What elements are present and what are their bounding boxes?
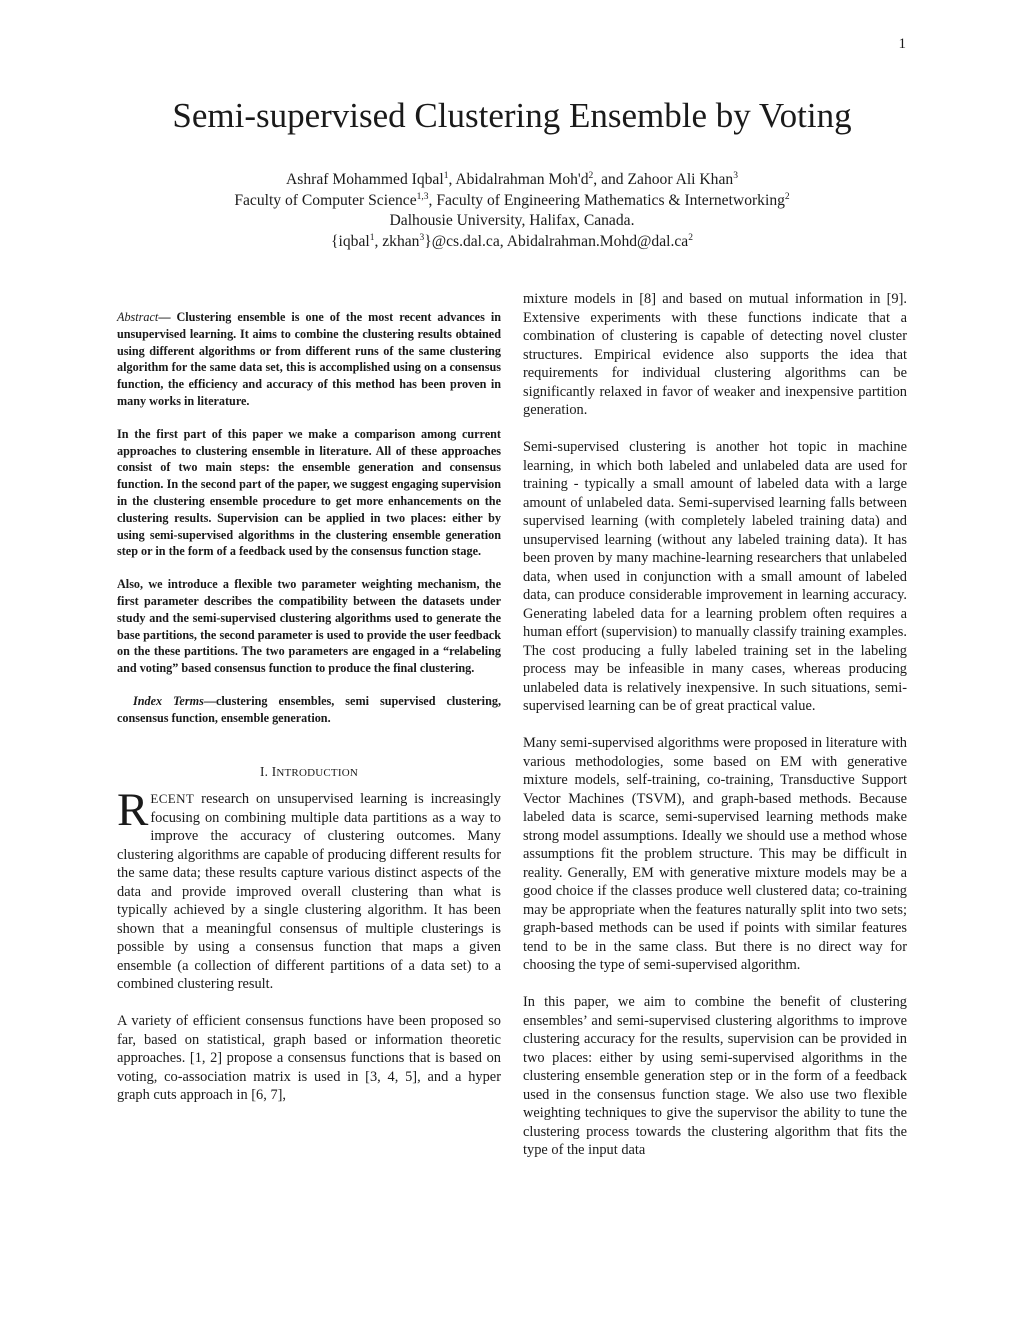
affiliation-b: , Faculty of Engineering Mathematics & Internetworking <box>428 191 785 209</box>
section-title-rest: NTRODUCTION <box>276 766 358 779</box>
email-b-sup: 3 <box>419 232 425 243</box>
right-column <box>523 290 907 1160</box>
author-name-2: , Abidalrahman Moh'd <box>448 171 589 188</box>
left-column <box>117 309 501 1105</box>
abstract-paragraph-1 <box>117 309 501 410</box>
email-b: , zkhan <box>374 232 420 250</box>
section-heading-introduction <box>117 763 501 783</box>
drop-cap: R <box>117 784 149 837</box>
intro-small-caps: ECENT <box>150 791 195 807</box>
abstract-paragraph-2: In the first part of this paper we make a comparison among current approaches to clustering ensemble in literature. All of these approaches consist of two main steps: the ensemble generation and consensus function. In the second part of the paper, we suggest engaging supervision in the clustering ensemble procedure to get more enhancements on the clustering results. Supervision can be applied in two places: either by using semi-supervised algorithms in the clustering ensemble generation step or in the form of a feedback used by the consensus function stage. <box>117 426 501 559</box>
email-c-sup: 2 <box>688 232 693 243</box>
author-block <box>0 170 1024 252</box>
index-terms <box>117 693 501 727</box>
affiliation-line <box>0 191 1024 212</box>
section-number: I. <box>260 763 269 779</box>
abstract-text-1: Clustering ensemble is one of the most recent advances in unsupervised learning. It aims to combine the clustering results obtained using different algorithms or from different runs of the same clustering algorithm for the same data set, this is accomplished using on a consensus function, the efficiency and accuracy of this method has been proven in many works in literature. <box>117 310 501 408</box>
author-sup-2: 2 <box>588 170 594 181</box>
right-paragraph-2: Semi-supervised clustering is another hot topic in machine learning, in which both labeled and unlabeled data are used for training - typically a small amount of labeled data with a large amount of unlabeled data. Semi-supervised learning falls between supervised learning (with completely labeled training data) and unsupervised learning (without any labeled training data). It has been proven by many machine-learning researchers that unlabeled data, when used in conjunction with a small amount of labeled data, can produce considerable improvement in learning accuracy. Generating labeled data for a learning problem often requires a human effort (supervision) to manually classify training examples. The cost producing a fully labeled training set in the labeling process may be infeasible in many cases, whereas producing unlabeled data is relatively inexpensive. In such situations, semi-supervised learning can be of great practical value. <box>523 439 907 714</box>
author-sup-3: 3 <box>733 170 738 181</box>
abstract-dash: — <box>158 310 171 324</box>
index-terms-text: —clustering ensembles, semi supervised clustering, consensus function, ensemble generation. <box>117 693 501 725</box>
intro-paragraph-2: A variety of efficient consensus functions have been proposed so far, based on statistical, graph based or information theoretic approaches. [1, 2] propose a consensus functions that is based on voting, co-association matrix is used in [3, 4, 5], and a hyper graph cuts approach in [6, 7], <box>117 1013 501 1104</box>
section-title-first: I <box>271 763 277 779</box>
abstract-label: Abstract <box>117 310 159 324</box>
affiliation-a: Faculty of Computer Science <box>234 191 417 209</box>
right-paragraph-4: In this paper, we aim to combine the benefit of clustering ensembles’ and semi-supervised clustering algorithms to improve clustering accuracy for the results, supervision can be provided in two places: either by using semi-supervised algorithms in the clustering ensemble generation step or in the form of a feedback used in the consensus function stage. We also use two flexible weighting techniques to give the supervisor the ability to tune the clustering process towards the clustering algorithm that fits the type of the input data <box>523 994 907 1158</box>
page-number: 1 <box>898 36 906 52</box>
email-a-sup: 1 <box>369 232 375 243</box>
paper-title: Semi-supervised Clustering Ensemble by Voting <box>172 96 852 135</box>
email-a: {iqbal <box>331 232 370 250</box>
university-line: Dalhousie University, Halifax, Canada. <box>389 212 635 229</box>
email-line <box>0 232 1024 253</box>
right-paragraph-3: Many semi-supervised algorithms were proposed in literature with various methodologies, some based on EM with generative mixture models, self-training, co-training, Transductive Support Vector Machines (TSVM), and graph-based methods. Because labeled data is scarce, semi-supervised learning methods make strong model assumptions. Ideally we should use a method whose assumptions fit the problem structure. This may be difficult in reality. Generally, EM with generative mixture models may be a good choice if the classes produce well clustered data; co-training may be appropriate when the features naturally split into two sets; graph-based methods can be used if points with similar features tend to be in the same class. But there is no direct way for choosing the type of semi-supervised algorithm. <box>523 735 907 973</box>
email-c: }@cs.dal.ca, Abidalrahman.Mohd@dal.ca <box>424 232 689 250</box>
right-paragraph-1: mixture models in [8] and based on mutual information in [9]. Extensive experiments with these functions indicate that a combination of clustering is capable of detecting novel cluster structures. Empirical evidence also supports the idea that requirements for individual clustering algorithms can be significantly relaxed in favor of weaker and inexpensive partition generation. <box>523 291 907 418</box>
abstract-paragraph-3: Also, we introduce a flexible two parameter weighting mechanism, the first parameter describes the compatibility between the datasets under study and the semi-supervised clustering algorithms used to generate the base partitions, the second parameter is used to provide the user feedback on the these partitions. The two parameters are engaged in a “relabeling and voting” based consensus function to produce the final clustering. <box>117 577 501 676</box>
index-terms-label: Index Terms <box>133 693 204 708</box>
author-name-1: Ashraf Mohammed Iqbal <box>286 171 444 188</box>
author-sup-1: 1 <box>443 170 449 181</box>
affiliation-a-sup: 1,3 <box>416 191 429 202</box>
intro-text-1: research on unsupervised learning is increasingly focusing on combining multiple data partitions as a way to improve the accuracy of clustering outcomes. Many clustering algorithms are capable of producing different results for the same data; these results capture various distinct aspects of the data and provide improved overall clustering than what is typically achieved by a single clustering algorithm. It has been shown that a meaningful consensus of multiple clusterings is possible by using a consensus function that maps a given ensemble (a collection of different partitions of a data set) to a combined clustering result. <box>117 791 501 993</box>
intro-paragraph-1 <box>117 784 501 994</box>
author-names <box>0 170 1024 191</box>
affiliation-b-sup: 2 <box>784 191 790 202</box>
author-name-3: , and Zahoor Ali Khan <box>593 171 734 188</box>
